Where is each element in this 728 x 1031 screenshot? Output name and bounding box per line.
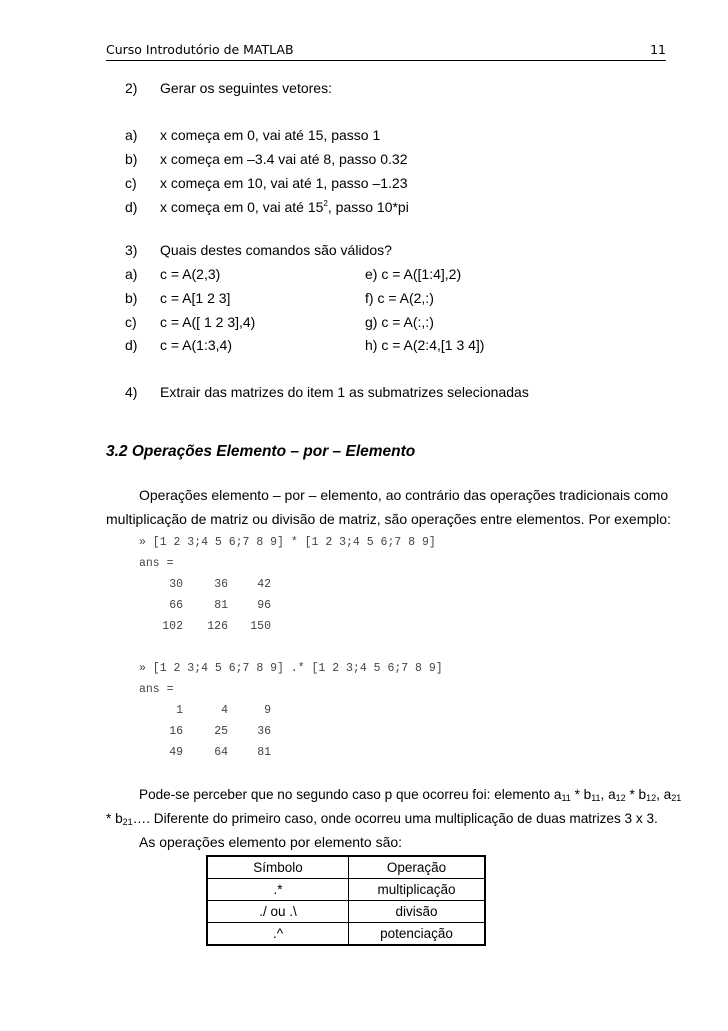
list-item: c = A[1 2 3]: [160, 290, 231, 306]
list-item: f) c = A(2,:): [365, 290, 434, 306]
subscript: 11: [591, 793, 601, 803]
list-item-label: c): [125, 314, 137, 330]
operations-table: [206, 855, 486, 946]
table-row: [207, 901, 485, 923]
subscript: 11: [561, 793, 571, 803]
text: …. Diferente do primeiro caso, onde ocorreu uma multiplicação de duas matrizes 3 x 3.: [132, 811, 658, 826]
list-item-label: a): [125, 127, 138, 143]
list-item: x começa em 0, vai até 15, passo 1: [160, 127, 381, 143]
subscript: 12: [646, 793, 657, 803]
matrix-cell: 102: [162, 620, 183, 633]
matrix-cell: 81: [214, 599, 228, 612]
exercise-3-number: 3): [125, 242, 138, 258]
text: * b: [625, 787, 647, 802]
header-rule: [106, 60, 666, 61]
section-title: 3.2 Operações Elemento – por – Elemento: [106, 443, 416, 460]
text: , a: [656, 787, 672, 802]
exercise-4-heading: Extrair das matrizes do item 1 as submatrizes selecionadas: [160, 384, 529, 400]
code-command: » [1 2 3;4 5 6;7 8 9] .* [1 2 3;4 5 6;7 8 9]: [139, 662, 443, 675]
list-item: h) c = A(2:4,[1 3 4]): [365, 337, 485, 353]
list-item: c = A(1:3,4): [160, 337, 232, 353]
text: * b: [106, 811, 123, 826]
list-item: g) c = A(:,:): [365, 314, 434, 330]
paragraph-line: Operações elemento – por – elemento, ao contrário das operações tradicionais como: [139, 487, 669, 503]
paragraph-line: [106, 811, 658, 827]
list-item-label: b): [125, 151, 138, 167]
code-ans-label: ans =: [139, 557, 174, 570]
table-cell: multiplicação: [349, 879, 486, 901]
table-cell: .*: [207, 879, 349, 901]
table-header-row: [207, 856, 485, 879]
code-ans-label: ans =: [139, 683, 174, 696]
list-item-label: c): [125, 175, 137, 191]
table-cell: potenciação: [349, 923, 486, 946]
table-cell: ./ ou .\: [207, 901, 349, 923]
paragraph-line: [139, 787, 681, 803]
exercise-4-number: 4): [125, 384, 138, 400]
matrix-cell: 64: [214, 746, 228, 759]
matrix-cell: 126: [207, 620, 228, 633]
list-item: x começa em –3.4 vai até 8, passo 0.32: [160, 151, 408, 167]
list-item-label: d): [125, 199, 138, 215]
text: Pode-se perceber que no segundo caso p que ocorreu foi: elemento a: [139, 787, 562, 802]
text: , a: [600, 787, 616, 802]
matrix-cell: 49: [169, 746, 183, 759]
matrix-cell: 42: [257, 578, 271, 591]
matrix-cell: 30: [169, 578, 183, 591]
matrix-cell: 1: [176, 704, 183, 717]
subscript: 12: [615, 793, 626, 803]
paragraph-line: As operações elemento por elemento são:: [139, 834, 403, 850]
table-row: [207, 923, 485, 946]
matrix-cell: 36: [257, 725, 271, 738]
table-cell: divisão: [349, 901, 486, 923]
paragraph-line: multiplicação de matriz ou divisão de matriz, são operações entre elementos. Por exemplo:: [106, 511, 671, 527]
exercise-2-number: 2): [125, 80, 138, 96]
list-item-label: d): [125, 337, 138, 353]
list-item: e) c = A([1:4],2): [365, 266, 462, 282]
matrix-cell: 25: [214, 725, 228, 738]
list-item-label: b): [125, 290, 138, 306]
table-header-cell: Operação: [349, 856, 486, 879]
table-header-cell: Símbolo: [207, 856, 349, 879]
list-item-label: a): [125, 266, 138, 282]
page-number: 11: [650, 42, 666, 57]
exercise-2-heading: Gerar os seguintes vetores:: [160, 80, 332, 96]
list-item: c = A([ 1 2 3],4): [160, 314, 256, 330]
subscript: 21: [671, 793, 682, 803]
matrix-cell: 9: [264, 704, 271, 717]
matrix-cell: 4: [221, 704, 228, 717]
superscript: 2: [323, 199, 328, 208]
code-command: » [1 2 3;4 5 6;7 8 9] * [1 2 3;4 5 6;7 8 9]: [139, 536, 436, 549]
list-item: [160, 199, 409, 215]
matrix-cell: 150: [250, 620, 271, 633]
matrix-cell: 16: [169, 725, 183, 738]
matrix-cell: 81: [257, 746, 271, 759]
table-cell: .^: [207, 923, 349, 946]
list-item: x começa em 10, vai até 1, passo –1.23: [160, 175, 408, 191]
list-item: c = A(2,3): [160, 266, 221, 282]
exercise-3-heading: Quais destes comandos são válidos?: [160, 242, 392, 258]
running-header-title: Curso Introdutório de MATLAB: [106, 42, 294, 57]
list-item-text: , passo 10*pi: [327, 199, 409, 215]
matrix-cell: 96: [257, 599, 271, 612]
matrix-cell: 36: [214, 578, 228, 591]
text: * b: [570, 787, 592, 802]
table-row: [207, 879, 485, 901]
subscript: 21: [122, 817, 133, 827]
list-item-text: x começa em 0, vai até 15: [160, 199, 324, 215]
matrix-cell: 66: [169, 599, 183, 612]
